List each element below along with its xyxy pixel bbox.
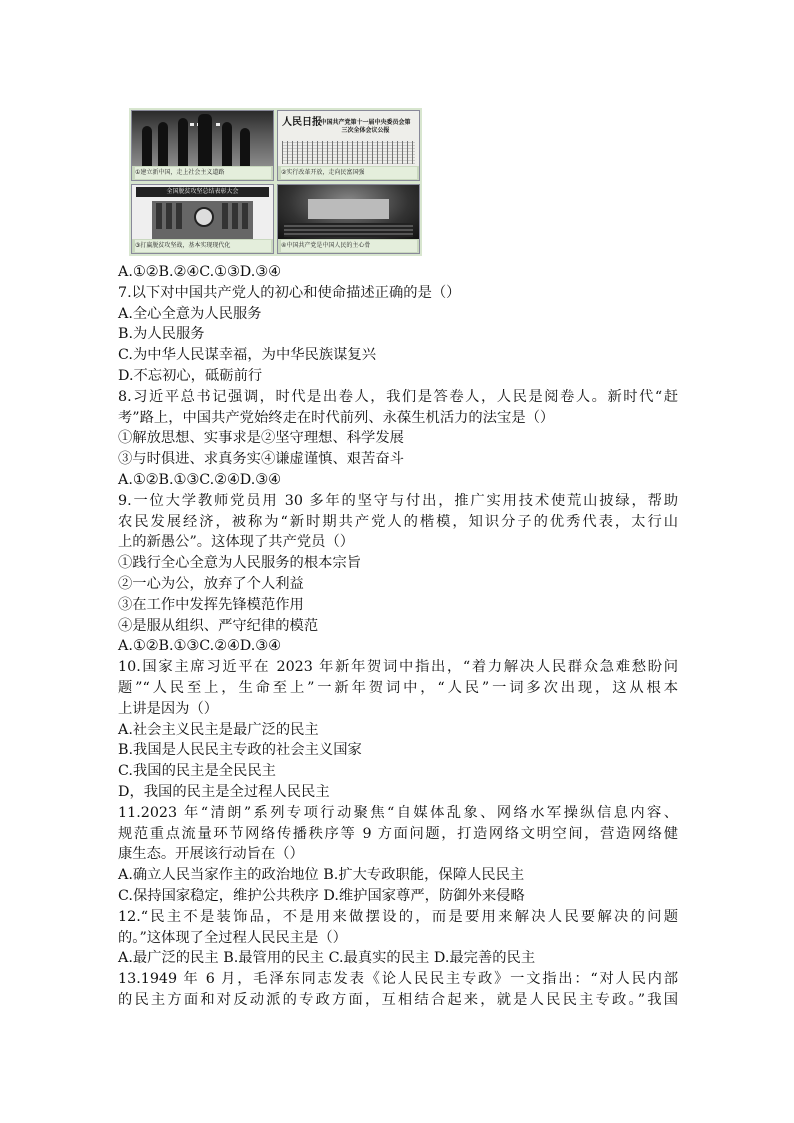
newspaper-masthead: 人民日报 bbox=[282, 117, 322, 128]
text-line: A.①②B.②④C.①③D.③④ bbox=[118, 264, 281, 280]
text-line: 规范重点流量环节网络传播秩序等 9 方面问题，打造网络文明空间，营造网络健 bbox=[118, 825, 678, 842]
text-line: ③与时俱进、求真务实④谦虚谨慎、艰苦奋斗 bbox=[118, 451, 404, 468]
photo-caption: ④中国共产党是中国人民的主心骨 bbox=[281, 240, 417, 252]
photo-panel-founding bbox=[131, 110, 274, 181]
text-line: 考”路上，中国共产党始终走在时代前列、永葆生机活力的法宝是（） bbox=[118, 409, 555, 426]
text-line: ①解放思想、实事求是②坚守理想、科学发展 bbox=[118, 430, 404, 447]
text-line: A.①②B.①③C.②④D.③④ bbox=[118, 638, 281, 655]
text-line: C.我国的民主是全民民主 bbox=[118, 763, 276, 780]
text-line: 的民主方面和对反动派的专政方面，互相结合起来，就是人民民主专政。”我国 bbox=[118, 991, 678, 1008]
photo-caption: ③打赢脱贫攻坚战，基本实现现代化 bbox=[135, 240, 271, 252]
newspaper-headline: 中国共产党第十一届中央委员会第三次全体会议公报 bbox=[320, 119, 411, 134]
text-line: A.最广泛的民主 B.最管用的民主 C.最真实的民主 D.最完善的民主 bbox=[118, 950, 536, 967]
text-line: B.我国是人民民主专政的社会主义国家 bbox=[118, 742, 362, 759]
text-line: 农民发展经济，被称为“新时期共产党人的楷模，知识分子的优秀代表，太行山 bbox=[118, 513, 678, 530]
text-line: B.为人民服务 bbox=[118, 326, 205, 343]
text-line: 10.国家主席习近平在 2023 年新年贺词中指出，“着力解决人民群众急难愁盼问 bbox=[118, 659, 678, 676]
photo-caption: ①建立新中国，走上社会主义道路 bbox=[135, 167, 271, 179]
text-line: 康生态。开展该行动旨在（） bbox=[118, 846, 304, 863]
text-line: A.确立人民当家作主的政治地位 B.扩大专政职能，保障人民民主 bbox=[118, 867, 525, 884]
photo-panel-poverty bbox=[131, 184, 274, 255]
historical-photo-collage bbox=[129, 108, 422, 256]
text-line: 9.一位大学教师党员用 30 多年的坚守与付出，推广实用技术使荒山披绿，帮助 bbox=[118, 492, 678, 509]
text-line: 上讲是因为（） bbox=[118, 700, 219, 717]
conference-hall-image bbox=[132, 185, 273, 240]
text-line: 12.“民主不是装饰品，不是用来做摆设的，而是要用来解决人民要解决的问题 bbox=[118, 908, 678, 925]
newspaper-image bbox=[278, 111, 419, 166]
photo-panel-reform bbox=[277, 110, 420, 181]
exam-questions bbox=[118, 262, 678, 1011]
text-line: 题”“人民至上，生命至上”一新年贺词中，“人民”一词多次出现，这从根本 bbox=[118, 679, 678, 696]
photo-caption: ②实行改革开放，走向民富国强 bbox=[281, 167, 417, 179]
text-line: 上的新愚公”。这体现了共产党员（） bbox=[118, 534, 355, 551]
text-line: A.①②B.①③C.②④D.③④ bbox=[118, 471, 281, 488]
text-line: ③在工作中发挥先锋模范作用 bbox=[118, 596, 304, 613]
text-line: 的。”这体现了全过程人民民主是（） bbox=[118, 929, 347, 946]
text-line: 8.习近平总书记强调，时代是出卷人，我们是答卷人，人民是阅卷人。新时代“赶 bbox=[118, 388, 678, 405]
text-line: D.不忘初心，砥砺前行 bbox=[118, 367, 263, 384]
text-line: ②一心为公，放弃了个人利益 bbox=[118, 575, 304, 592]
hall-banner: 全国脱贫攻坚总结表彰大会 bbox=[136, 187, 269, 197]
text-line: A.社会主义民主是最广泛的民主 bbox=[118, 721, 319, 738]
founding-ceremony-image bbox=[132, 111, 273, 166]
text-line: D，我国的民主是全过程人民民主 bbox=[118, 783, 330, 800]
text-line: C.为中华人民谋幸福，为中华民族谋复兴 bbox=[118, 347, 377, 364]
great-hall-image bbox=[278, 185, 419, 240]
text-line: ④是服从组织、严守纪律的模范 bbox=[118, 617, 319, 634]
text-line: 11.2023 年“清朗”系列专项行动聚焦“自媒体乱象、网络水军操纵信息内容、 bbox=[118, 804, 678, 821]
text-line: C.保持国家稳定，维护公共秩序 D.维护国家尊严，防御外来侵略 bbox=[118, 887, 525, 904]
photo-panel-party bbox=[277, 184, 420, 255]
text-line: ①践行全心全意为人民服务的根本宗旨 bbox=[118, 555, 362, 572]
text-line: 13.1949 年 6 月，毛泽东同志发表《论人民民主专政》一文指出：“对人民内部 bbox=[118, 971, 678, 988]
national-emblem-icon bbox=[194, 207, 214, 227]
text-line: 7.以下对中国共产党人的初心和使命描述正确的是（） bbox=[118, 284, 461, 301]
text-line: A.全心全意为人民服务 bbox=[118, 305, 262, 322]
